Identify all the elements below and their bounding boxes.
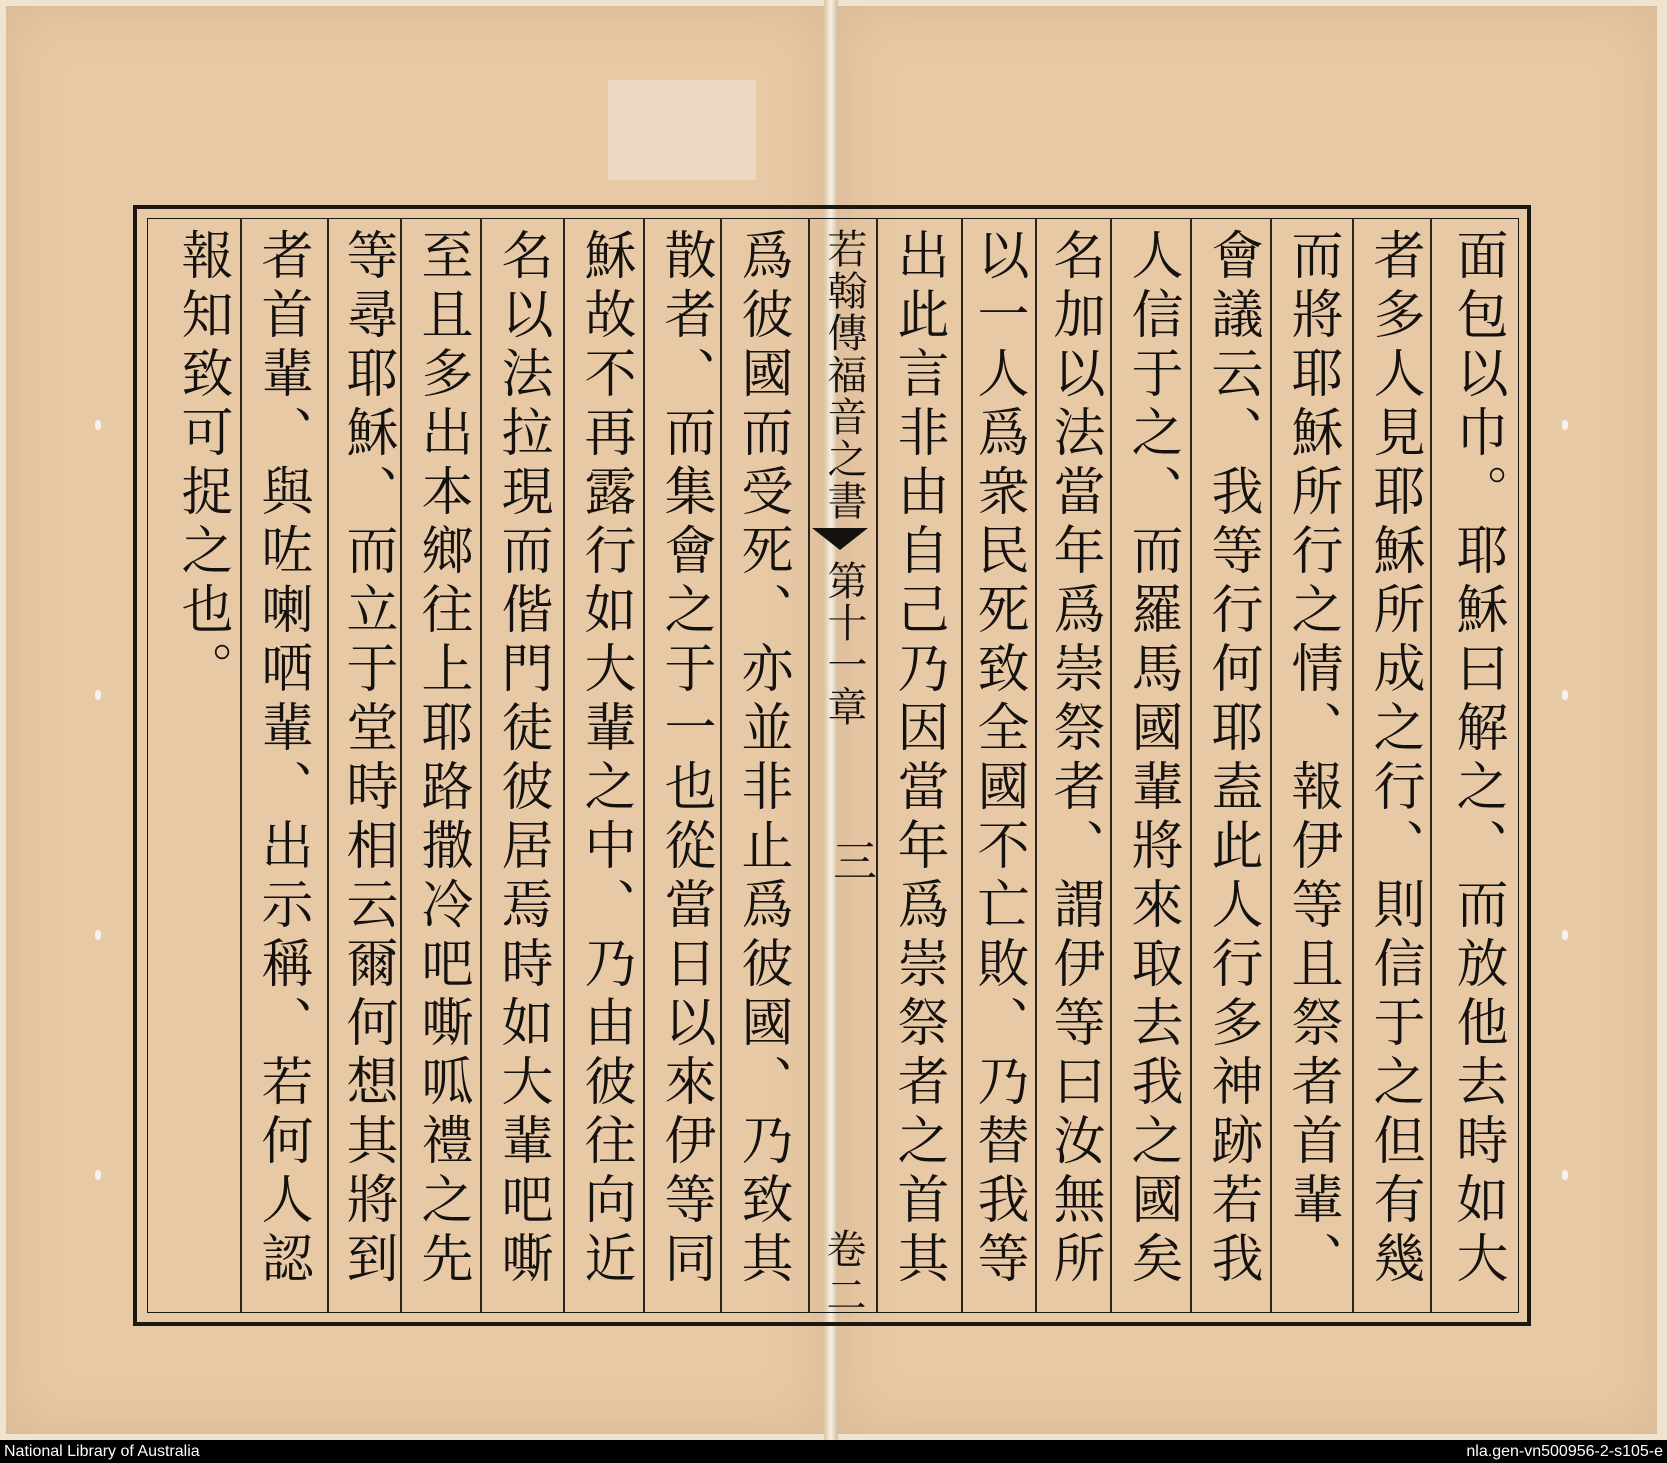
column-rule xyxy=(1035,218,1037,1313)
center-rule-left xyxy=(808,218,810,1313)
column-rule xyxy=(327,218,329,1313)
column-rule xyxy=(643,218,645,1313)
text-column-12: 名以法拉現而偕門徒彼居焉時如大輩吧嘶 xyxy=(492,228,552,1290)
punch-hole xyxy=(95,420,101,430)
column-rule xyxy=(1110,218,1112,1313)
text-column-15: 者首輩、與咗喇哂輩、出示稱、若何人認 xyxy=(252,228,312,1290)
center-rule-right xyxy=(876,218,878,1313)
text-column-10: 散者、而集會之于一也從當日以來伊等同 xyxy=(655,228,715,1290)
text-column-8: 出此言非由自己乃因當年爲崇祭者之首其 xyxy=(888,228,948,1290)
punch-hole xyxy=(95,690,101,700)
text-column-4: 會議云、我等行何耶盍此人行多神跡若我 xyxy=(1202,228,1262,1290)
column-rule xyxy=(240,218,242,1313)
chapter-label: 第十一章 xyxy=(821,560,867,728)
page-number: 三 xyxy=(825,838,876,882)
text-column-1: 面包以巾。耶穌曰解之、而放他去時如大 xyxy=(1447,228,1507,1290)
column-rule xyxy=(1270,218,1272,1313)
column-rule xyxy=(400,218,402,1313)
text-column-5: 人信于之、而羅馬國輩將來取去我之國矣 xyxy=(1122,228,1182,1290)
column-rule xyxy=(563,218,565,1313)
column-rule xyxy=(480,218,482,1313)
punch-hole xyxy=(1562,690,1568,700)
punch-hole xyxy=(1562,420,1568,430)
text-column-14: 等尋耶穌、而立于堂時相云爾何想其將到 xyxy=(337,228,397,1290)
text-column-9: 爲彼國而受死、亦並非止爲彼國、乃致其 xyxy=(732,228,792,1290)
punch-hole xyxy=(95,930,101,940)
column-rule xyxy=(1430,218,1432,1313)
text-column-16: 報知致可捉之也。 xyxy=(172,228,232,700)
text-column-2: 者多人見耶穌所成之行、則信于之但有幾 xyxy=(1364,228,1424,1290)
faded-stamp xyxy=(608,80,756,180)
column-rule xyxy=(961,218,963,1313)
text-column-11: 穌故不再露行如大輩之中、乃由彼往向近 xyxy=(575,228,635,1290)
footer-identifier: nla.gen-vn500956-2-s105-e xyxy=(1466,1443,1663,1460)
text-column-3: 而將耶穌所行之情、報伊等且祭者首輩、 xyxy=(1282,228,1342,1290)
punch-hole xyxy=(1562,930,1568,940)
column-rule xyxy=(1190,218,1192,1313)
fishtail-ornament xyxy=(812,528,868,550)
column-rule xyxy=(1352,218,1354,1313)
volume-label: 卷二 xyxy=(820,1228,866,1320)
footer-bar xyxy=(0,1440,1667,1463)
column-rule xyxy=(720,218,722,1313)
running-title: 若翰傳福音之書 xyxy=(821,228,867,522)
punch-hole xyxy=(95,1170,101,1180)
text-column-6: 名加以法當年爲崇祭者、謂伊等曰汝無所 xyxy=(1044,228,1104,1290)
text-column-13: 至且多出本鄉往上耶路撒冷吧嘶呱禮之先 xyxy=(412,228,472,1290)
text-column-7: 以一人爲衆民死致全國不亡敗、乃替我等 xyxy=(968,228,1028,1290)
footer-library: National Library of Australia xyxy=(4,1443,200,1460)
punch-hole xyxy=(1562,1170,1568,1180)
